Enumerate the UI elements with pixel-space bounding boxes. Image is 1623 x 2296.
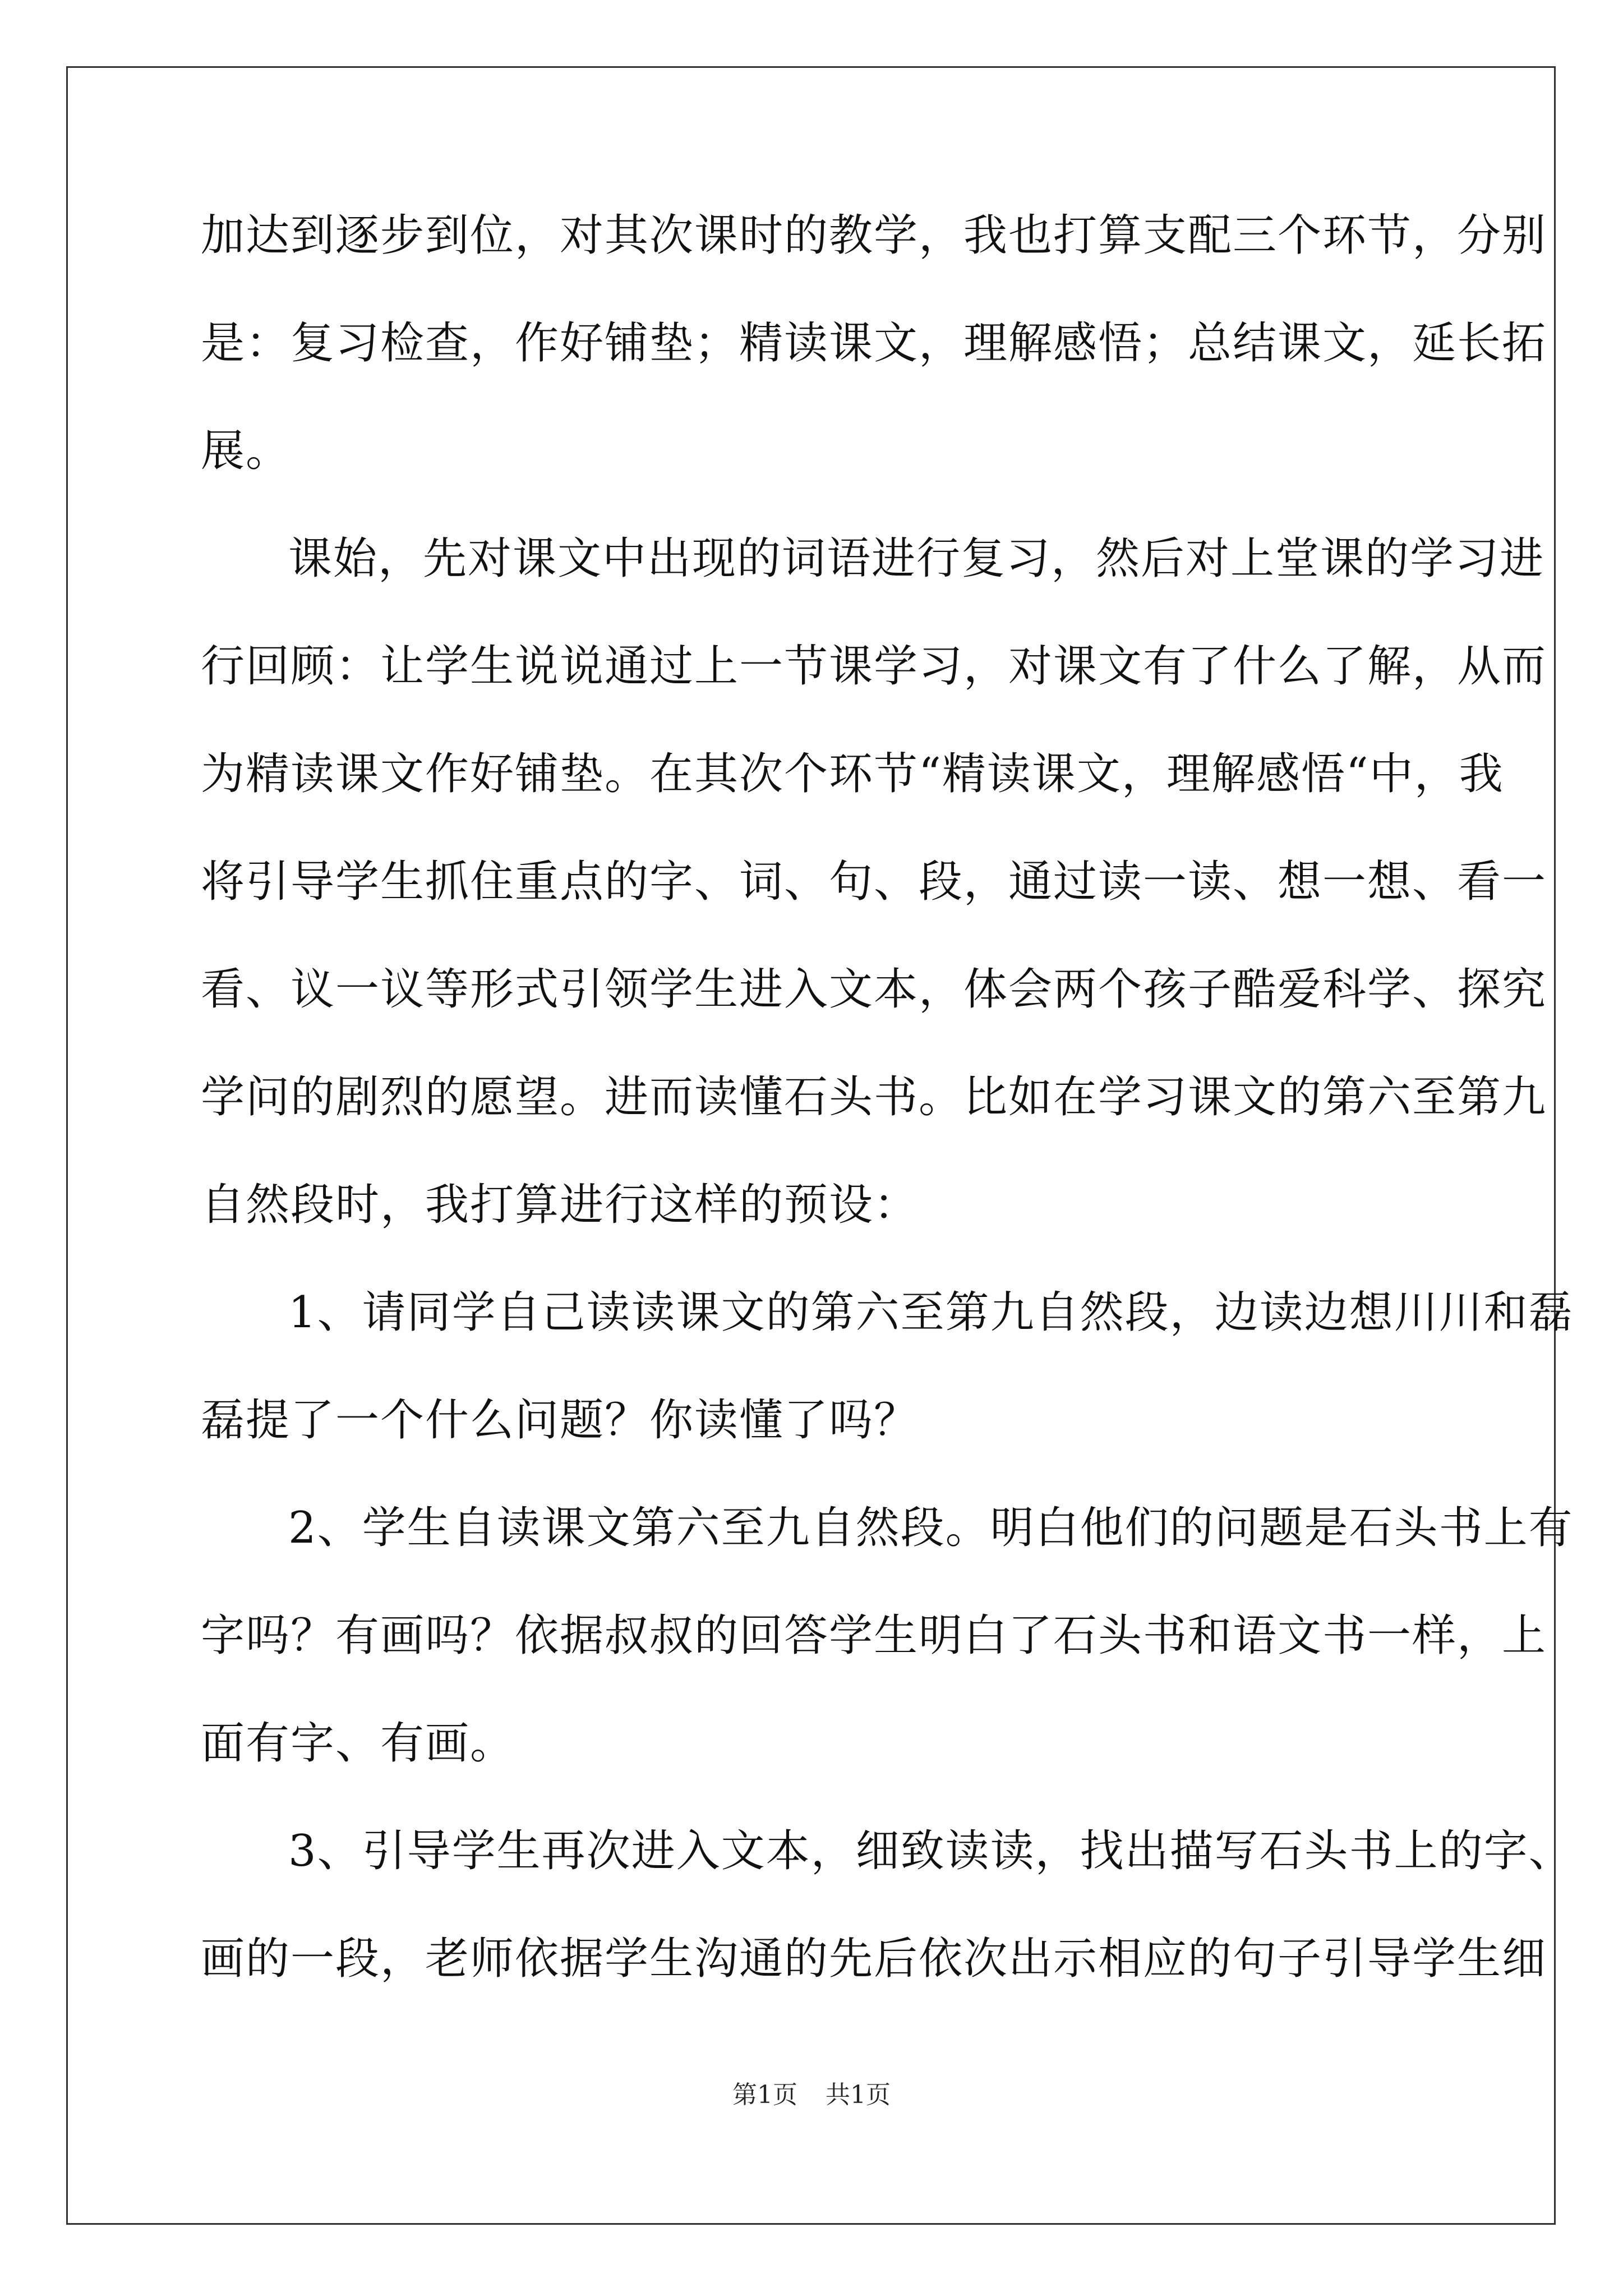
text-line: 字吗？有画吗？依据叔叔的回答学生明白了石头书和语文书一样，上 — [201, 1611, 1547, 1661]
text-line: 将引导学生抓住重点的字、词、句、段，通过读一读、想一想、看一 — [201, 857, 1547, 907]
text-line: 面有字、有画。 — [201, 1718, 515, 1769]
page-number-total: 共1页 — [826, 2081, 891, 2109]
text-line: 自然段时，我打算进行这样的预设： — [201, 1180, 919, 1230]
document-body — [201, 208, 1574, 2039]
text-line: 画的一段，老师依据学生沟通的先后依次出示相应的句子引导学生细 — [201, 1934, 1547, 1984]
paragraph-start-line: 2、学生自读课文第六至九自然段。明白他们的问题是石头书上有 — [288, 1503, 1574, 1553]
text-line: 为精读课文作好铺垫。在其次个环节“精读课文，理解感悟“中，我 — [201, 749, 1504, 799]
text-line: 是：复习检查，作好铺垫；精读课文，理解感悟；总结课文，延长拓 — [201, 318, 1547, 369]
page-number-current: 第1页 — [732, 2081, 797, 2109]
paragraph-start-line: 课始，先对课文中出现的词语进行复习，然后对上堂课的学习进 — [288, 533, 1545, 584]
text-line: 磊提了一个什么问题？你读懂了吗？ — [201, 1395, 919, 1446]
text-line: 加达到逐步到位，对其次课时的教学，我也打算支配三个环节，分别 — [201, 210, 1547, 261]
text-line: 展。 — [201, 426, 291, 476]
page-footer — [0, 2078, 1623, 2112]
paragraph-start-line: 3、引导学生再次进入文本，细致读读，找出描写石头书上的字、 — [288, 1826, 1574, 1876]
text-line: 行回顾：让学生说说通过上一节课学习，对课文有了什么了解，从而 — [201, 641, 1547, 692]
text-line: 学问的剧烈的愿望。进而读懂石头书。比如在学习课文的第六至第九 — [201, 1072, 1547, 1122]
paragraph-start-line: 1、请同学自己读读课文的第六至第九自然段，边读边想川川和磊 — [288, 1287, 1574, 1338]
text-line: 看、议一议等形式引领学生进入文本，体会两个孩子酷爱科学、探究 — [201, 964, 1547, 1015]
